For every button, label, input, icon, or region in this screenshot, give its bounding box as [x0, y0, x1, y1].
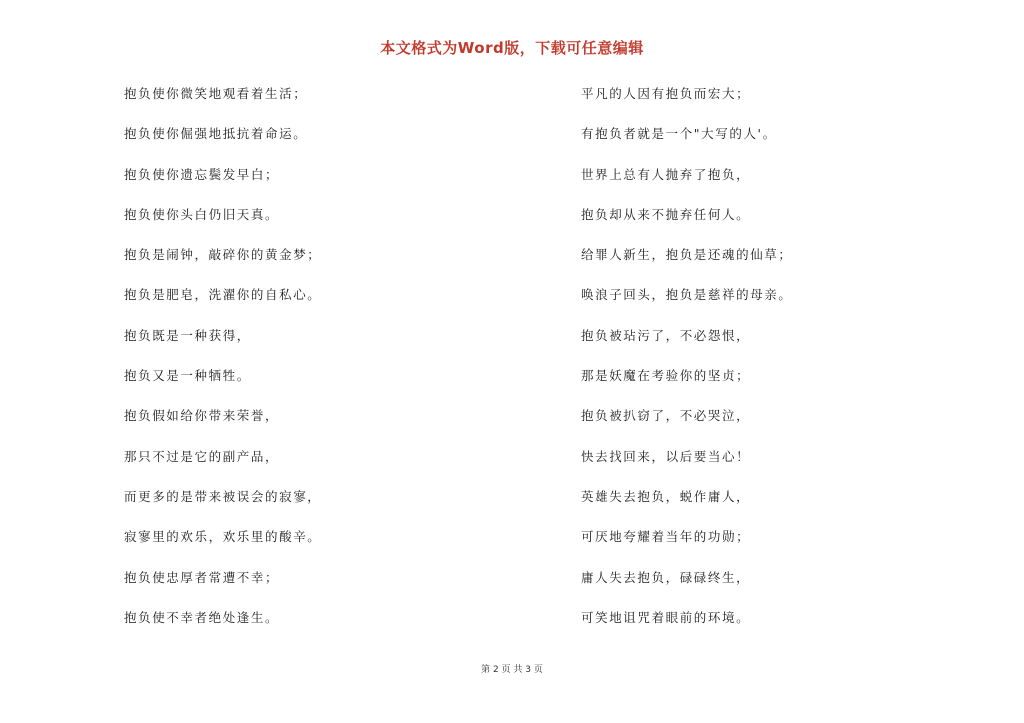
poem-line: 抱负又是一种牺牲。	[124, 368, 251, 384]
poem-line: 可笑地诅咒着眼前的环境。	[581, 609, 751, 625]
poem-line: 抱负使你微笑地观看着生活；	[124, 86, 308, 101]
poem-right-column	[581, 84, 793, 648]
poem-line: 世界上总有人抛弃了抱负，	[581, 166, 751, 182]
poem-line: 而更多的是带来被误会的寂寥，	[124, 488, 322, 504]
poem-line: 抱负假如给你带来荣誉，	[124, 408, 280, 424]
poem-line: 抱负既是一种获得，	[124, 327, 251, 343]
poem-line: 有抱负者就是一个"大写的人'。	[581, 126, 777, 142]
poem-line: 抱负却从来不抛弃任何人。	[581, 206, 751, 222]
poem-line: 抱负使你倔强地抵抗着命运。	[124, 126, 308, 142]
poem-line: 抱负使你遗忘鬓发早白；	[124, 166, 280, 182]
poem-line: 平凡的人因有抱负而宏大；	[581, 86, 751, 101]
poem-line: 快去找回来，以后要当心！	[581, 448, 751, 464]
poem-line: 那只不过是它的副产品，	[124, 448, 280, 464]
poem-line: 可厌地夸耀着当年的功勋；	[581, 529, 751, 545]
poem-line: 那是妖魔在考验你的坚贞；	[581, 368, 751, 384]
poem-left-column	[124, 84, 321, 648]
poem-line: 抱负被扒窃了，不必哭泣，	[581, 408, 751, 424]
poem-line: 抱负被玷污了，不必怨恨，	[581, 327, 751, 343]
poem-line: 抱负是闹钟，敲碎你的黄金梦；	[124, 247, 322, 263]
poem-line: 庸人失去抱负，碌碌终生，	[581, 569, 751, 585]
page-number-footer: 第 2 页 共 3 页	[481, 665, 543, 675]
poem-line: 抱负使忠厚者常遭不幸；	[124, 569, 280, 585]
page-header-banner: 本文格式为Word版，下载可任意编辑	[380, 39, 644, 57]
poem-line: 唤浪子回头，抱负是慈祥的母亲。	[581, 287, 793, 303]
poem-line: 抱负是肥皂，洗濯你的自私心。	[124, 287, 322, 303]
poem-line: 抱负使你头白仍旧天真。	[124, 206, 280, 222]
poem-line: 给罪人新生，抱负是还魂的仙草；	[581, 247, 793, 263]
poem-line: 抱负使不幸者绝处逢生。	[124, 609, 280, 625]
poem-line: 英雄失去抱负，蜕作庸人，	[581, 488, 751, 504]
poem-line: 寂寥里的欢乐，欢乐里的酸辛。	[124, 529, 322, 545]
